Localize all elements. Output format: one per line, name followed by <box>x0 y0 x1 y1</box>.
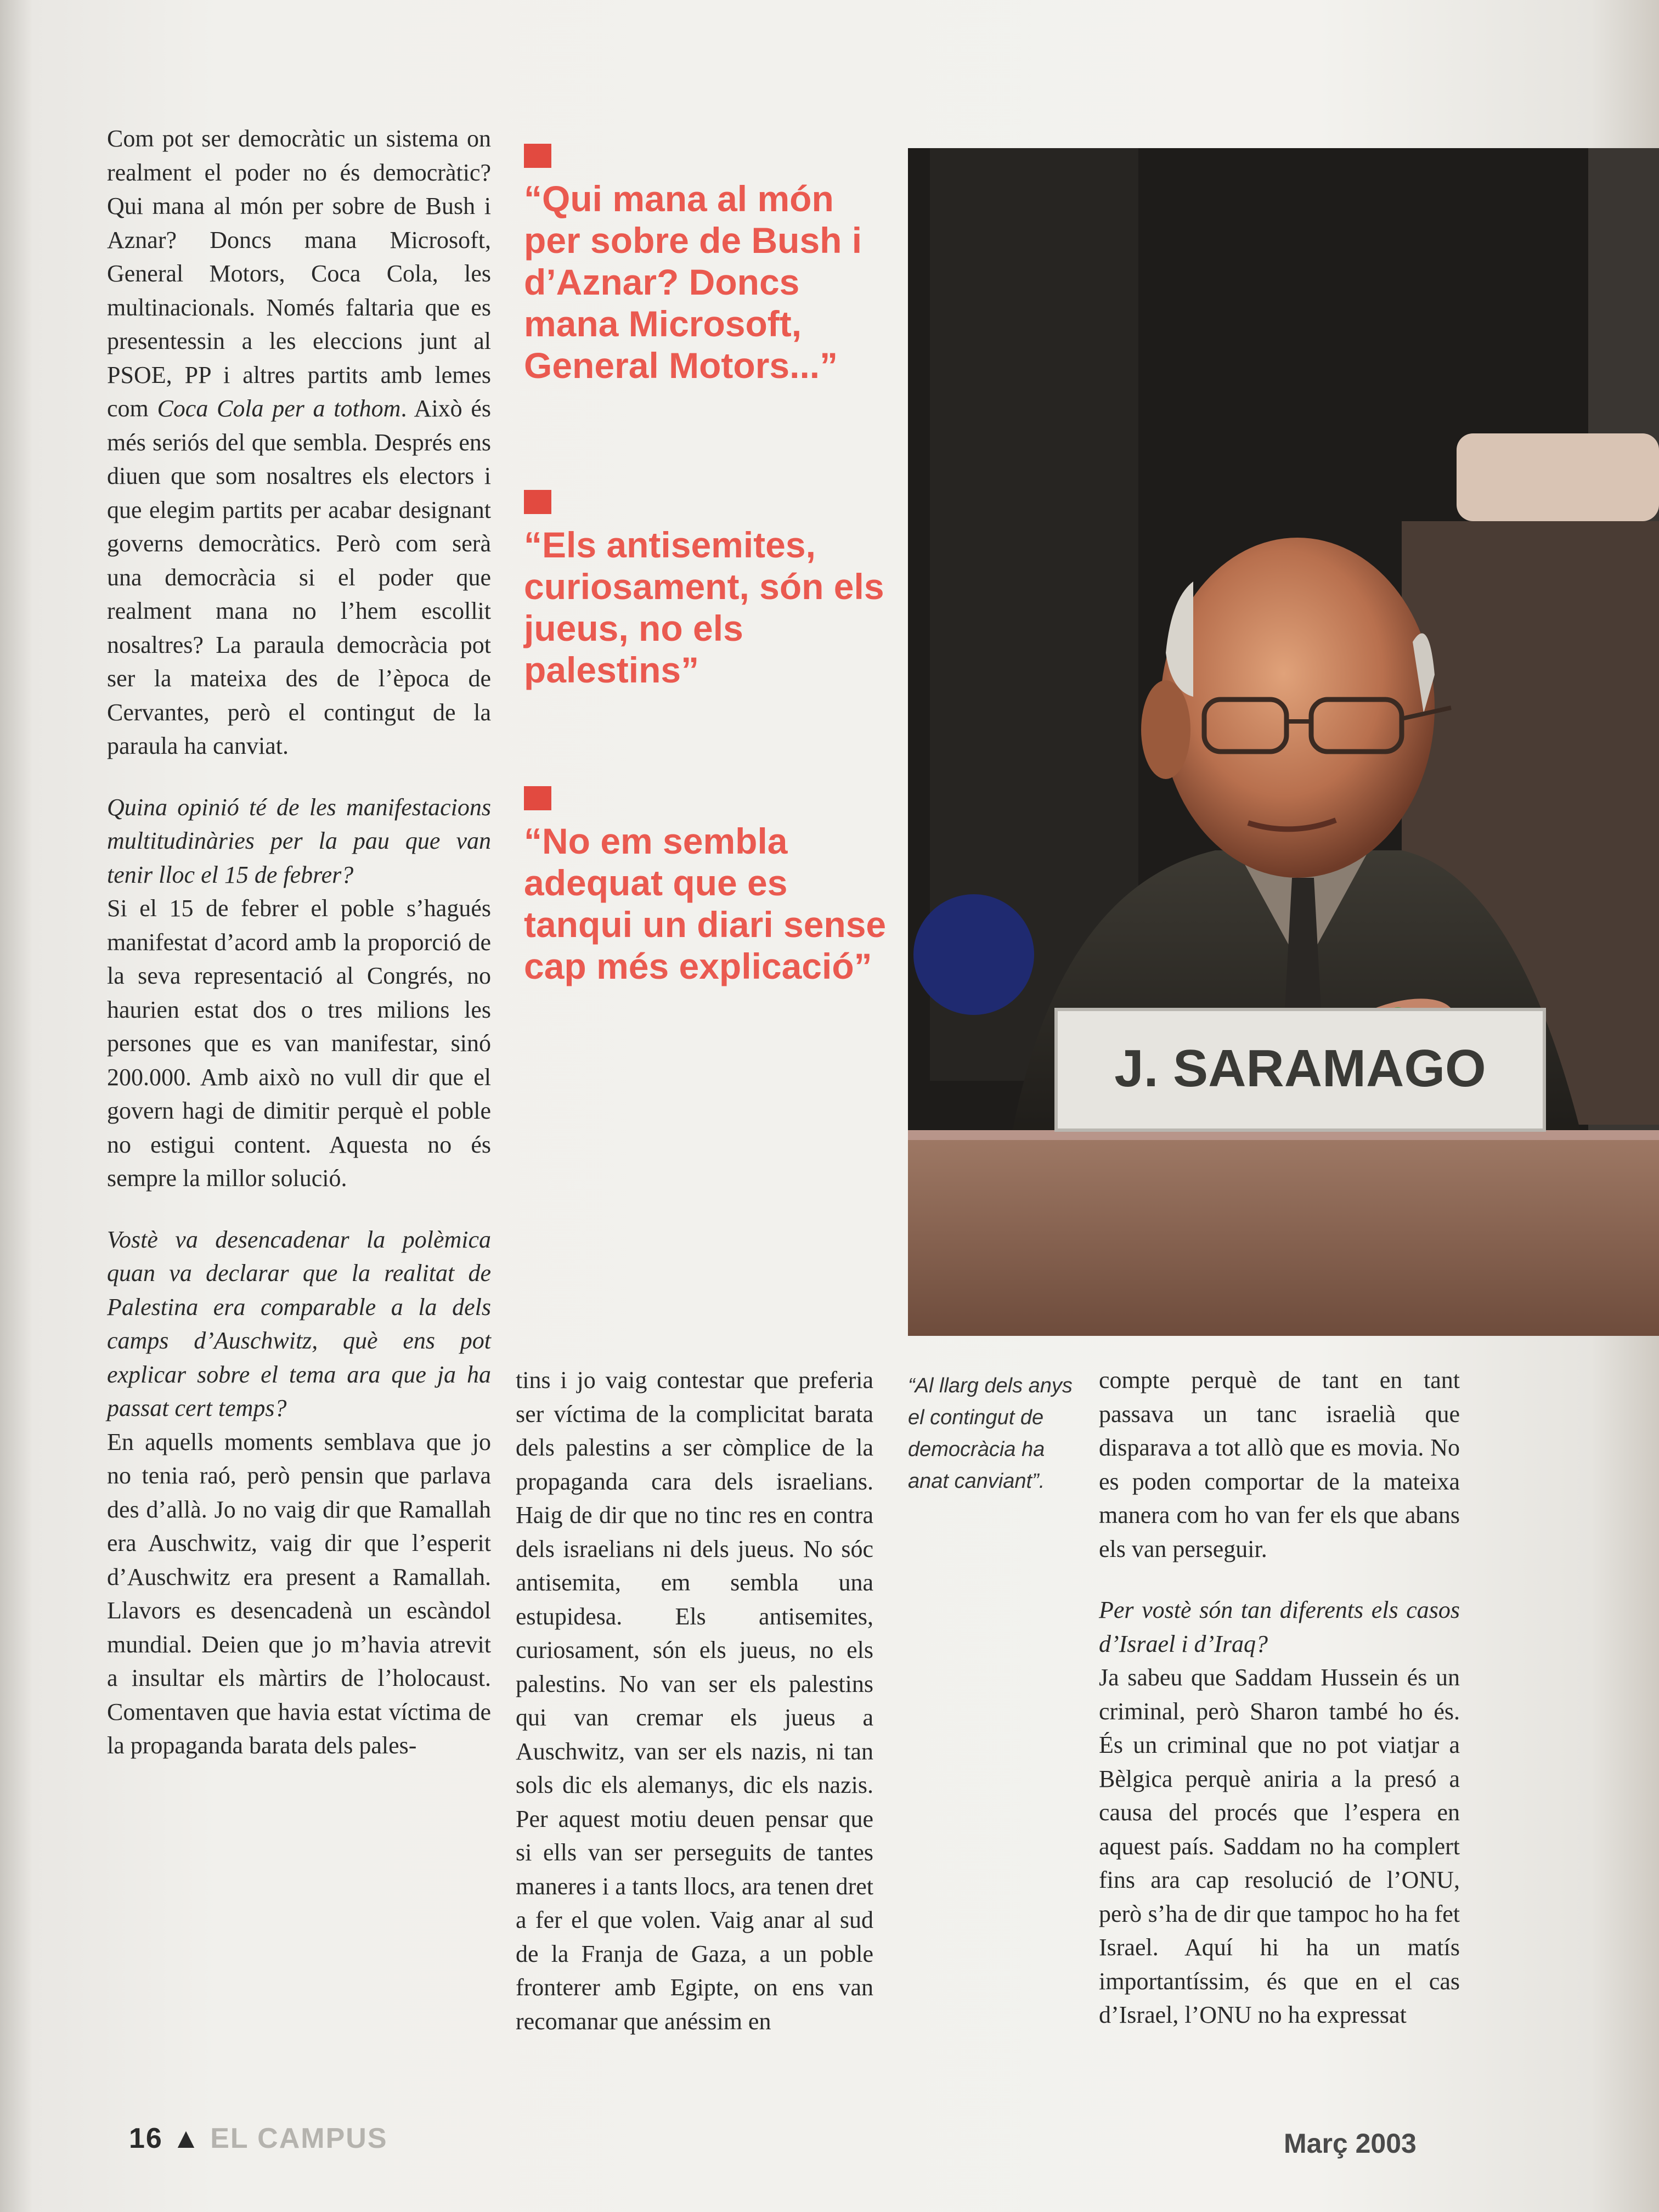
article-column-2 <box>516 1363 873 2038</box>
pull-quote-1: “Qui mana al món per sobre de Bush i d’Aznar? Doncs mana Microsoft, General Motors...” <box>524 144 897 386</box>
question-answer <box>107 1223 491 1763</box>
photo-illustration <box>908 148 1659 1336</box>
nameplate-text: J. SARAMAGO <box>1114 1039 1486 1098</box>
pull-quote-3: “No em sembla adequat que es tanqui un diari sense cap més explicació” <box>524 786 897 987</box>
interview-answer: compte perquè de tant en tant passava un tanc israelià que disparava a tot allò que es movia. No es poden comportar de la mateixa manera com ho van fer els que abans els van perseguir. <box>1099 1367 1460 1562</box>
interview-question: Vostè va desencadenar la polèmica quan va declarar que la realitat de Palestina era comparable a la dels camps d’Auschwitz, què ens pot explicar sobre el tema ara que ja ha passat cert temps? <box>107 1226 491 1421</box>
arrow-icon: ▲ <box>172 2123 201 2154</box>
italic-slogan: Coca Cola per a tothom <box>157 395 401 422</box>
interview-answer: Ja sabeu que Saddam Hussein és un criminal, però Sharon també ho és. És un criminal que no pot viatjar a Bèlgica perquè aniria a la presó a causa del procés que l’espera en aquest país. Saddam no ha complert fins ara cap resolució de l’ONU, però s’ha de dir que tampoc ho ha fet Israel. Aquí hi ha un matís importantíssim, és que en el cas d’Israel, l’ONU no ha expressat <box>1099 1664 1460 2028</box>
square-marker-icon <box>524 786 551 810</box>
question-answer <box>1099 1593 1460 2032</box>
article-column-3 <box>1099 1363 1460 2032</box>
portrait-photo <box>908 148 1659 1336</box>
pull-quote-2: “Els antisemites, curiosament, són els jueus, no els palestins” <box>524 490 897 691</box>
paragraph: Com pot ser democràtic un sistema on realment el poder no és democràtic? Qui mana al món per sobre de Bush i Aznar? Doncs mana Microsoft, General Motors, Coca Cola, les multinacionals. Només faltaria que es presentessin a les eleccions junt al PSOE, PP i altres partits amb lemes com Coca Cola per a tothom. Això és més seriós del que sembla. Després ens diuen que som nosaltres els electors i que elegim partits per acabar designant governs democràtics. Però com serà una democràcia si el poder que realment mana no l’hem escollit nosaltres? La paraula democràcia pot ser la mateixa des de l’època de Cervantes, però el contingut de la paraula ha canviat. <box>107 125 491 759</box>
square-marker-icon <box>524 144 551 168</box>
interview-answer: En aquells moments semblava que jo no tenia raó, però pensin que parlava des d’allà. Jo no vaig dir que Ramallah era Auschwitz, vaig dir que l’esperit d’Auschwitz era present a Ramallah. Llavors es desencadenà un escàndol mundial. Deien que jo m’havia atrevit a insultar els màrtirs de l’holocaust. Comentaven que havia estat víctima de la propaganda barata dels pales- <box>107 1428 491 1759</box>
issue-date: Març 2003 <box>1284 2128 1417 2159</box>
footer-page-brand <box>129 2122 388 2155</box>
page-number: 16 <box>129 2123 163 2154</box>
interview-answer: tins i jo vaig contestar que preferia ser víctima de la complicitat barata dels palestins a ser còmplice de la propaganda cara dels israelians. Haig de dir que no tinc res en contra dels israelians ni dels jueus. No sóc antisemita, em sembla una estupidesa. Els antisemites, curiosament, són els jueus, no els palestins. No van ser els palestins qui van cremar els jueus a Auschwitz, van ser els nazis, ni tan sols dic els alemanys, dic els nazis. Per aquest motiu deuen pensar que si ells van ser perseguits de tantes maneres i a tants llocs, ara tenen dret a fer el que volen. Vaig anar al sud de la Franja de Gaza, a un poble fronterer amb Egipte, on ens van recomanar que anéssim en <box>516 1367 873 2035</box>
magazine-name: EL CAMPUS <box>210 2123 388 2154</box>
photo-caption: “Al llarg dels anys el contingut de democràcia ha anat canviant”. <box>908 1374 1073 1493</box>
interview-question: Quina opinió té de les manifestacions multitudinàries per la pau que van tenir lloc el 15 de febrer? <box>107 793 491 888</box>
question-answer <box>107 791 491 1195</box>
square-marker-icon <box>524 490 551 514</box>
interview-answer: Si el 15 de febrer el poble s’hagués manifestat d’acord amb la proporció de la seva representació al Congrés, no haurien estat dos o tres milions les persones que es van manifestar, sinó 200.000. Amb això no vull dir que el govern hagi de dimitir perquè el poble no estigui content. Aquesta no és sempre la millor solució. <box>107 895 491 1192</box>
interview-question: Per vostè són tan diferents els casos d’Israel i d’Iraq? <box>1099 1596 1460 1657</box>
article-column-1 <box>107 122 491 1763</box>
